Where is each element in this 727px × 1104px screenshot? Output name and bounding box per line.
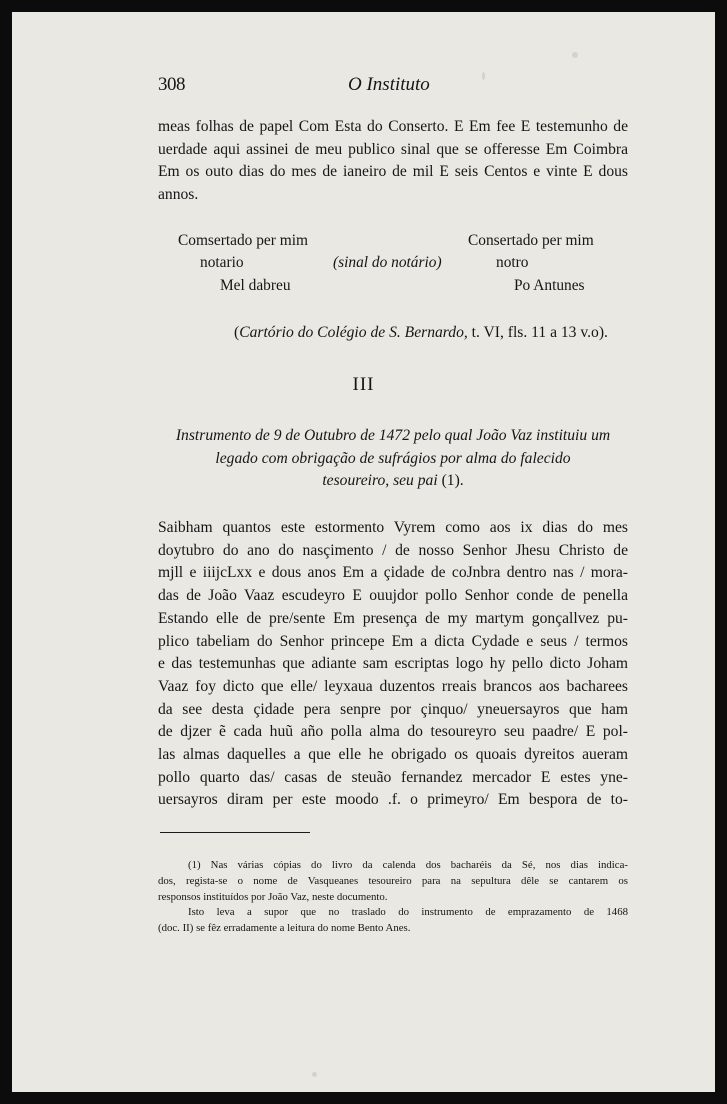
transcription-line: pollo quarto das/ casas de steuão fernandez mercador E estes yne- (158, 768, 628, 786)
document-title-line-1: Instrumento de 9 de Outubro de 1472 pelo qual João Vaz instituiu um (175, 427, 611, 444)
notary-seal-note: (sinal do notário) (333, 254, 442, 271)
transcription-line: e das testemunhas que adiante sam escriptas logo hy pello dicto Joham (158, 655, 628, 673)
transcription-line: das de João Vaaz escudeyro E ouujdor pollo Senhor conde de penella (158, 587, 628, 605)
left-signature-line-3: Mel dabreu (220, 277, 291, 294)
transcription-line: uersayros diram per este moodo .f. o primeyro/ Em bespora de to- (158, 791, 628, 809)
footnote-line: Isto leva a supor que no traslado do instrumento de emprazamento de 1468 (188, 906, 628, 919)
running-title: O Instituto (348, 74, 430, 95)
document-title-line-2: legado com obrigação de sufrágios por alma do falecido (215, 449, 571, 467)
citation-location: t. VI, fls. 11 a 13 v.o). (467, 324, 608, 341)
right-signature-line-1: Consertado per mim (468, 232, 594, 249)
signature-block (158, 232, 628, 302)
continuation-paragraph: meas folhas de papel Com Esta do Conserto. E Em fee E testemunho de uerdade aqui assinei de meu publico sinal que se offeresse Em Coimbra Em os outo dias do mes de ianeiro de mil E seis Centos e vinte E dous annos. (158, 118, 628, 204)
left-signature-line-2: notario (200, 254, 244, 271)
left-signature-line-1: Comsertado per mim (178, 232, 308, 249)
right-signature-line-2: notro (496, 254, 529, 271)
transcription-line: las almas daquelles a que elle he obrigado os quoais dyreitos aueram (158, 746, 628, 764)
footnote-reference: (1). (437, 472, 464, 489)
ink-speck (312, 1072, 317, 1077)
footnotes (158, 858, 628, 937)
transcription-line: doytubro do ano do nasçimento / de nosso Senhor Jhesu Christo de (158, 541, 628, 559)
footnote-line: (doc. II) se fêz erradamente a leitura do nome Bento Anes. (158, 922, 411, 935)
transcription-line: Saibham quantos este estormento Vyrem como aos ix dias do mes (158, 519, 628, 536)
citation-open: ( (234, 324, 240, 341)
transcription-line: mjll e iiijcLxx e dous anos Em a çidade de coJnbra dentro nas / mora- (158, 564, 628, 582)
transcription-line: de djzer ẽ cada huũ año polla alma do tesoureyro seu paadre/ E pol- (158, 723, 628, 741)
archive-citation (234, 324, 608, 342)
citation-source: Cartório do Colégio de S. Bernardo, (239, 324, 468, 341)
footnote-line: dos, regista-se o nome de Vasqueanes tesoureiro para na sepultura dêle se cantarem os (158, 874, 628, 887)
right-signature-line-3: Po Antunes (514, 277, 585, 294)
transcription-line: da see desta çidade pera senpre por çinquo/ yneuersayros que ham (158, 700, 628, 718)
document-title-line-3-text: tesoureiro, seu pai (322, 472, 438, 489)
transcription-line: plico tabeliam do Senhor princepe Em a dicta Cydade e seus / termos (158, 632, 628, 650)
footnote-line: (1) Nas várias cópias do livro da calenda dos bacharéis da Sé, nos dias indica- (188, 859, 628, 871)
footnote-separator (160, 832, 310, 833)
document-title (158, 425, 628, 493)
page-header (158, 74, 628, 100)
scanned-page (12, 12, 715, 1092)
ink-speck (572, 52, 578, 58)
section-heading: III (352, 374, 375, 395)
transcription-line: Vaaz foy dicto que elle/ leyxaua duzentos rreais brancos aos bacharees (158, 677, 628, 695)
footnote-line: responsos instituídos por João Vaz, neste documento. (158, 890, 388, 903)
document-title-line-3 (158, 470, 628, 493)
page-number: 308 (158, 74, 185, 95)
transcription-line: Estando elle de pre/sente Em presença de my martym gonçallvez pu- (158, 609, 628, 627)
transcription-text (158, 517, 628, 812)
